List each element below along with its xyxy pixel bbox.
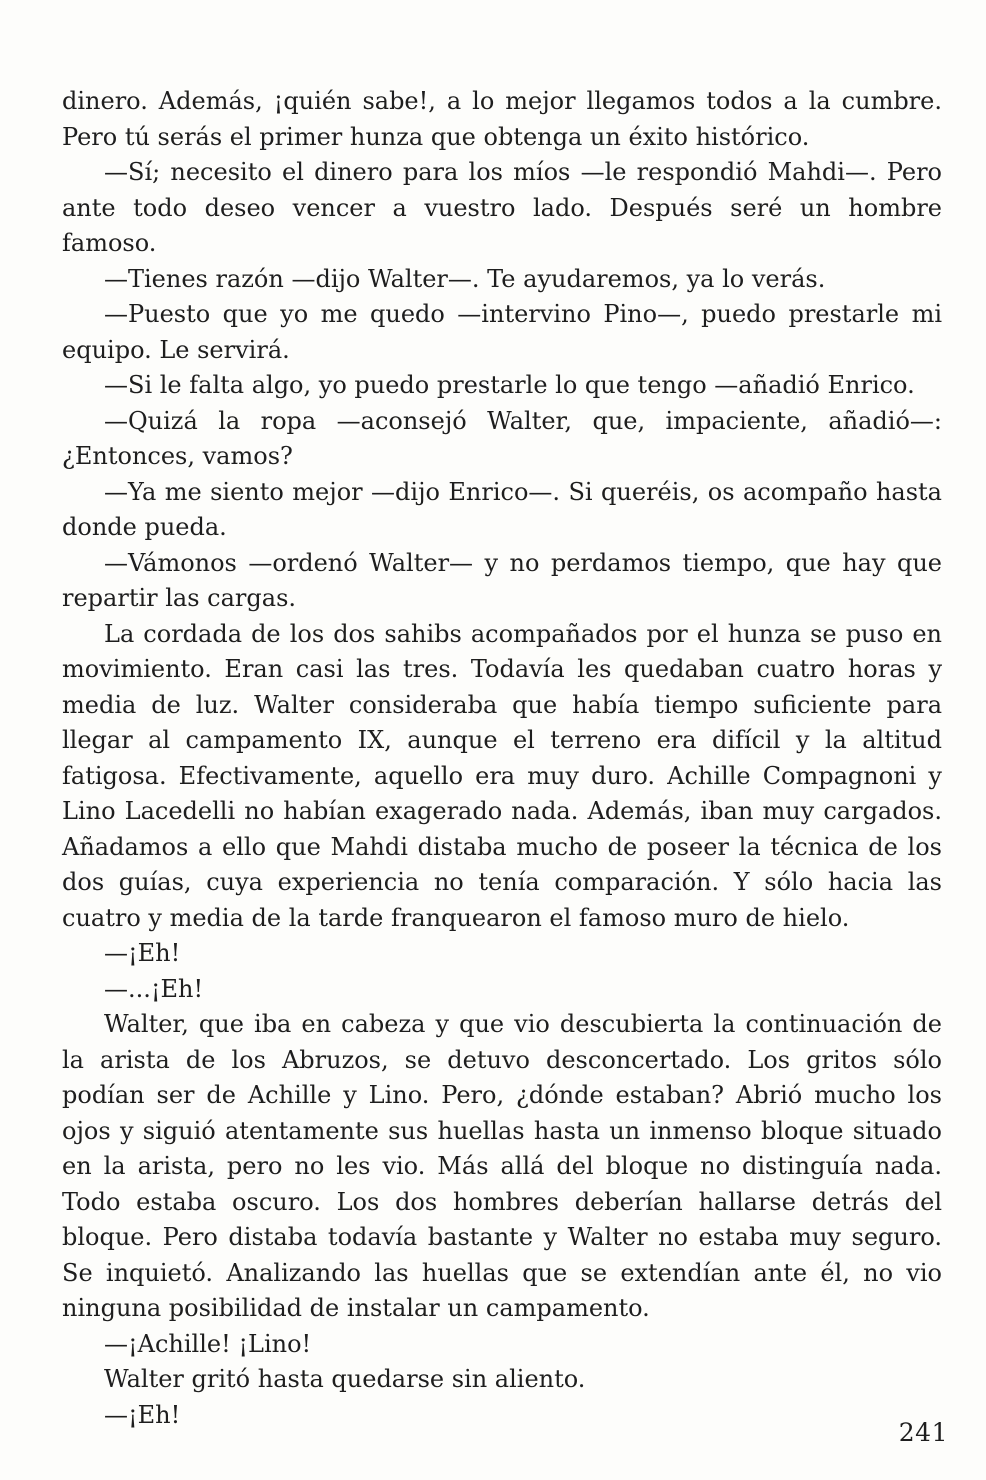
body-text: [62, 84, 942, 1433]
paragraph-dialogue: —Tienes razón —dijo Walter—. Te ayudaremos, ya lo verás.: [104, 264, 826, 293]
paragraph-dialogue: —Si le falta algo, yo puedo prestarle lo que tengo —añadió Enrico.: [104, 371, 915, 399]
paragraph-dialogue: —Vámonos —ordenó Walter— y no perdamos tiempo, que hay que repartir las cargas.: [62, 548, 942, 612]
paragraph-dialogue: —...¡Eh!: [104, 974, 204, 1003]
paragraph-narration: La cordada de los dos sahibs acompañados por el hunza se puso en movimiento. Eran casi las tres. Todavía les quedaban cuatro horas y media de luz. Walter consideraba que había tiempo suficiente para llegar al campamento IX, aunque el terreno era difícil y la altitud fatigosa. Efectivamente, aquello era muy duro. Achille Compagnoni y Lino Lacedelli no habían exagerado nada. Además, iban muy cargados. Añadamos a ello que Mahdi distaba mucho de poseer la técnica de los dos guías, cuya experiencia no tenía comparación. Y sólo hacia las cuatro y media de la tarde franquearon el famoso muro de hielo.: [62, 619, 942, 932]
paragraph-narration: Walter gritó hasta quedarse sin aliento.: [104, 1365, 586, 1393]
page-number: 241: [898, 1418, 948, 1447]
paragraph-dialogue: —Sí; necesito el dinero para los míos —le respondió Mahdi—. Pero ante todo deseo vencer a vuestro lado. Después seré un hombre famoso.: [62, 158, 942, 257]
paragraph-dialogue: —¡Achille! ¡Lino!: [104, 1329, 312, 1358]
paragraph-dialogue: —Puesto que yo me quedo —intervino Pino—, puedo prestarle mi equipo. Le servirá.: [62, 300, 942, 364]
paragraph-dialogue: —¡Eh!: [104, 1400, 181, 1429]
paragraph-continuation: dinero. Además, ¡quién sabe!, a lo mejor llegamos todos a la cumbre. Pero tú serás el primer hunza que obtenga un éxito histórico.: [62, 87, 942, 151]
paragraph-dialogue: —Ya me siento mejor —dijo Enrico—. Si queréis, os acompaño hasta donde pueda.: [62, 477, 942, 541]
paragraph-dialogue: —Quizá la ropa —aconsejó Walter, que, impaciente, añadió—: ¿Entonces, vamos?: [62, 406, 942, 470]
paragraph-dialogue: —¡Eh!: [104, 939, 181, 967]
paragraph-narration: Walter, que iba en cabeza y que vio descubierta la continuación de la arista de los Abruzos, se detuvo desconcertado. Los gritos sólo podían ser de Achille y Lino. Pero, ¿dónde estaban? Abrió mucho los ojos y siguió atentamente sus huellas hasta un inmenso bloque situado en la arista, pero no les vio. Más allá del bloque no distinguía nada. Todo estaba oscuro. Los dos hombres deberían hallarse detrás del bloque. Pero distaba todavía bastante y Walter no estaba muy seguro. Se inquietó. Analizando las huellas que se extendían ante él, no vio ninguna posibilidad de instalar un campamento.: [62, 1010, 942, 1322]
